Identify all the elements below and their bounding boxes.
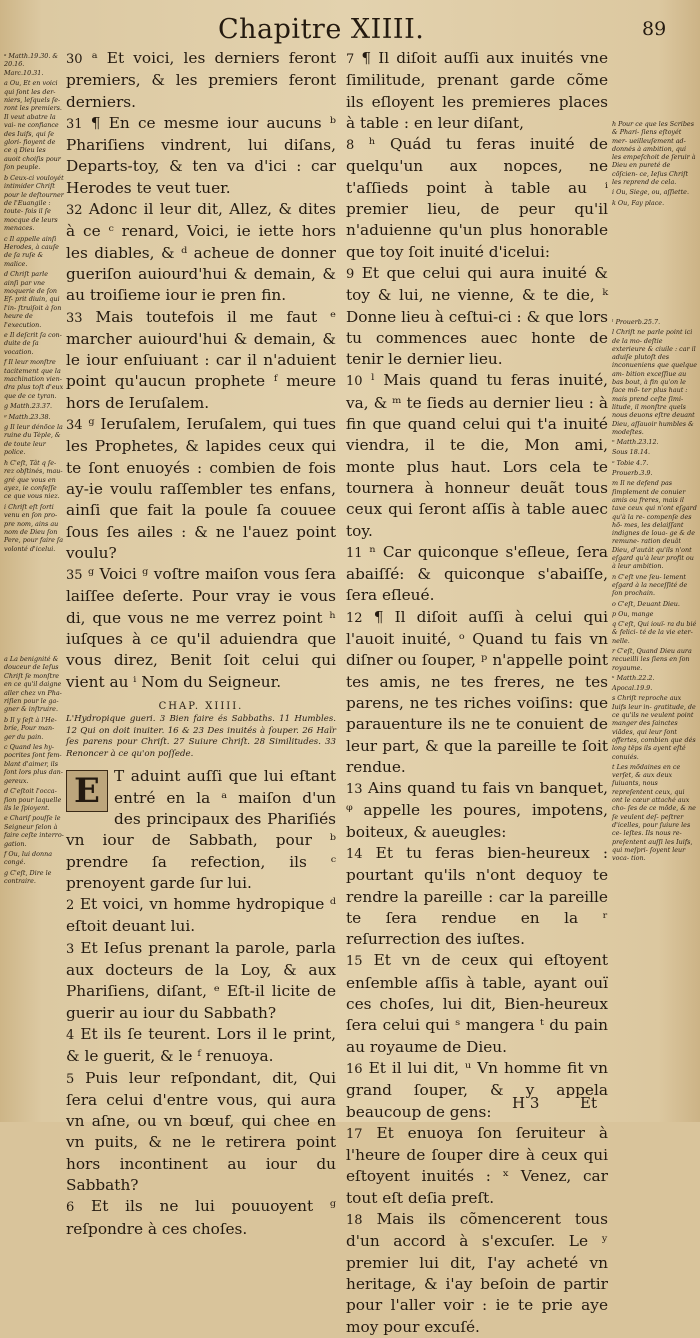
margin-note: a Ou, Et en voici qui ſont les der- niers, leſquels ſe- ront les premiers. Il veut abatre la vai- ne confiance des Iuifs, qui ſe glori- fioyent de ce q Dieu les auoit choiſis pour ſon peuple. — [4, 79, 62, 172]
margin-note: g Matth.23.37. — [4, 402, 53, 411]
margin-note: e Il deſcrit ſa con- duite de ſa vocation. — [4, 331, 62, 356]
margin-note: ᵘ Matth.22.2. — [612, 673, 655, 682]
margin-note: s Chriſt reproche aux Iuifs leur in- gratitude, de ce qu'ils ne veulent point manger des ſainctes viãdes, qui leur ſont offertes, combien que dés long tëps ils ayent eſté conuiés. — [612, 694, 696, 761]
chapter-summary: L'Hydropique gueri. 3 Bien faire és Sabbaths. 11 Humbles. 12 Qui on doit inuiter. 16 & 23 Des inuités à ſouper. 26 Haïr ſes parens pour Chriſt. 27 Suiure Chriſt. 28 Similitudes. 33 Renoncer à ce qu'on poſſede. — [66, 714, 336, 759]
margin-note: i Ou, Siege, ou, aſſiette. — [612, 188, 689, 197]
verse: 35 ᵍ Voici ᵍ voſtre maiſon vous ſera laiſſee deſerte. Pour vray ie vous di, que vous ne me verrez point ʰ iuſques à ce qu'il aduiendra que vous direz, Benit ſoit celui qui vient au ⁱ Nom du Seigneur. — [66, 565, 336, 691]
margin-note: b Il y ſeſt à l'He- bríe, Pour man- ger du pain. — [4, 715, 57, 741]
margin-note: l Chriſt ne parle point ici de la mo- deſtie exterieure & ciuile : car il aduiſe plutoſt des inconueniens que quelque am- bition exceſſiue au bas bout, à fin qu'on le face mõ- ter plus haut : mais prend ceſte ſimi- litude, il monſtre quels nous deuons eſtre deuant Dieu, aſſauoir humbles & modeſtes. — [612, 328, 698, 436]
margin-note: h C'eſt, Tât q ſe- rez obſtinés, mau- gré que vous en ayez, ie confeſſe ce que vous niez. — [4, 458, 63, 501]
signature-mark: H 3 — [512, 1094, 540, 1112]
margin-note: ˡ Prouerb.25.7. — [612, 318, 661, 326]
margin-note: e Chariſ pouſſe le Seigneur ſelon à faire ceſte interro- gation. — [4, 814, 64, 848]
margin-note: Apocal.19.9. — [612, 684, 653, 693]
margin-note: c Quand les hy- pocrites ſont fem- blant d'aimer, ils ſont lors plus dan- gereux. — [4, 743, 63, 785]
margin-note: q C'eſt, Qui iouï- ra du bié & felici- té de la vie eter- nelle. — [612, 620, 697, 645]
left-text-column — [66, 48, 336, 1240]
margin-note: Sous 18.14. — [612, 448, 650, 457]
margin-note: ᵃ Matth.19.30. & 20.16. Marc.10.31. — [4, 52, 59, 77]
verse: 6 Et ils ne lui pouuoyent ᵍ reſpondre à ces choſes. — [66, 1197, 336, 1238]
verse: 4 Et ils ſe teurent. Lors il le print, & le guerit, & le ᶠ renuoya. — [66, 1024, 336, 1066]
verse: 30 ᵃ Et voici, les derniers feront premiers, & les premiers feront derniers. — [66, 49, 336, 111]
margin-note: d C'eſtoit l'occa- ſion pour laquelle ils le ſpioyent. — [4, 787, 62, 812]
verse: 32 Adonc il leur dit, Allez, & dites à ce ᶜ renard, Voici, ie iette hors les diables, & ᵈ acheue de donner gueriſon auiourd'hui & demain, & au troiſieme iour ie pren fin. — [66, 200, 336, 305]
margin-note: g Il leur dénõce la ruine du Tèple, & de toute leur police. — [4, 423, 63, 457]
verse: 9 Et que celui qui aura inuité & toy & lui, ne vienne, & te die, ᵏ Donne lieu à ceſtui-ci : & que lors tu commences auec honte de tenir le dernier lieu. — [346, 263, 608, 369]
margin-note: ᵍ Matth.23.38. — [4, 412, 51, 421]
margin-note: Prouerb.3.9. — [612, 469, 653, 478]
right-text-column — [346, 48, 608, 1338]
catchword: Et — [580, 1094, 597, 1112]
left-margin-notes-lower — [4, 655, 64, 888]
verse: 31 ¶ En ce mesme iour aucuns ᵇ Phariſiens vindrent, lui diſans, Departs-toy, & ten va d'ici : car Herodes te veut tuer. — [66, 113, 336, 197]
margin-note: f Il leur monſtre tacitement que la machination vien- dra plus toſt d'eux que de ce tyran. — [4, 358, 64, 400]
verse: 11 ⁿ Car quiconque s'eſleue, ſera abaiſſé: & quiconque s'abaiſſe, ſera eſleué. — [346, 542, 608, 605]
chapter-argument — [66, 701, 336, 761]
verse: 33 Mais toutefois il me faut ᵉ marcher auiourd'hui & demain, & le iour enſuiuant : car il n'aduient point qu'aucun prophete ᶠ meure hors de Ieruſalem. — [66, 307, 336, 412]
verse: 3 Et Ieſus prenant la parole, parla aux docteurs de la Loy, & aux Phariſiens, diſant, ᵉ Eſt-il licite de guerir au iour du Sabbath? — [66, 938, 336, 1022]
margin-note: c Il appelle ainſi Herodes, à cauſe de ſa ruſe & malice. — [4, 234, 59, 268]
margin-note: ᵒ Tobie 4.7. — [612, 458, 649, 467]
margin-note: a La benignité & douceur de Ieſus Chriſt ſe monſtre en ce qu'il daigne aller chez vn Pha- riſien pour le ga- gner & inſtruire. — [4, 655, 62, 714]
page-header — [0, 14, 700, 50]
verse: 13 Ains quand tu fais vn banquet, ᵠ appelle les poures, impotens, boiteux, & aueugles: — [346, 779, 608, 841]
running-title: Chapitre XIIII. — [218, 14, 425, 45]
margin-note: d Chriſt parle ainſi par vne moquerie de ſon Ef- prit diuin, qui l'in- ſtruiſoit à ſon heure de l'execution. — [4, 270, 62, 329]
margin-note: n C'eſt vne ſeu- lement eſgard à la neceſſité de ſon prochain. — [612, 572, 688, 598]
right-margin-notes — [612, 120, 697, 209]
margin-note: i Chriſt eſt ſorti venu en ſon pro- pre nom, ains au nom de Dieu ſon Pere, pour faire ſa volonté d'icelui. — [4, 502, 64, 553]
verse: 5 Puis leur reſpondant, dit, Qui ſera celui d'entre vous, qui aura vn aſne, ou vn bœuf, qui chee en vn puits, & ne le retirera point hors incontinent au iour du Sabbath? — [66, 1068, 336, 1195]
verse: T aduint auſſi que lui eſtant entré en la ᵃ maiſon d'un des principaux des Phariſiés vn iour de Sabbath, pour ᵇ prendre ſa refection, ils ᶜ prenoyent garde ſur lui. — [66, 767, 336, 892]
margin-note: k Ou, Fay place. — [612, 198, 665, 207]
decorated-initial: E — [66, 770, 108, 812]
right-margin-notes-middle — [612, 318, 697, 864]
chapter-heading: CHAP. XIIII. — [158, 700, 244, 712]
verse: 7 ¶ Il diſoit auſſi aux inuités vne ſimilitude, prenant garde cõme ils eſloyent les premieres places à table : en leur diſant, — [346, 49, 608, 132]
page-number: 89 — [642, 18, 667, 40]
verse: 17 Et enuoya ſon ſeruiteur à l'heure de ſouper dire à ceux qui eſtoyent inuités : ˣ Venez, car tout eſt deſia preſt. — [346, 1123, 608, 1207]
margin-note: b Ceux-ci vouloyét intimider Chriſt pour le deſtourner de l'Euangile : toute- fois il ſe mocque de leurs menaces. — [4, 173, 64, 233]
margin-note: o C'eſt, Deuant Dieu. — [612, 599, 680, 608]
margin-note: h Pour ce que les Scribes & Phari- ſiens eſtoyét mer- ueilleuſement ad- donnés à ambition, qui les empeſchoit de ſeruir à Dieu en pureté de cõſcien- ce, Ieſus Chriſt les reprend de cela. — [612, 120, 696, 187]
margin-note: t Les mõdaines en ce verſet, & aux deux ſuiuants, nous repreſentent ceux, qui ont le cœur attaché aux cho- ſes de ce mõde, & ne ſe veulent deſ- peſtrer d'icelles, pour ſuiure les ce- leſtes. Ils nous re- preſentent auſſi les Iuifs, qui meſpri- ſoyent leur voca- tion. — [612, 762, 696, 863]
verse: 8 ʰ Quád tu feras inuité de quelqu'un aux nopces, ne t'aſſieds point à table au ⁱ premier lieu, de peur qu'il n'aduienne qu'un plus honorable que toy ſoit inuité d'icelui: — [346, 135, 608, 261]
margin-note: ⁿ Matth.23.12. — [612, 438, 659, 447]
verse: 12 ¶ Il diſoit auſſi à celui qui l'auoit inuité, ᵒ Quand tu fais vn diſner ou ſouper, ᵖ n'appelle point tes amis, ne tes freres, ne tes parens, ne tes riches voiſins: que parauenture ils ne te conuient de leur part, & que la pareille te ſoit rendue. — [346, 607, 608, 776]
margin-note: p Ou, mange — [612, 609, 654, 618]
margin-note: g C'eſt, Dire le contraire. — [4, 868, 52, 886]
margin-note: f Ou, lui donna congé. — [4, 849, 53, 867]
verse: 14 Et tu feras bien-heureux : pourtant qu'ils n'ont dequoy te rendre la pareille : car la pareille te ſera rendue en la ʳ reſurrection des iuſtes. — [346, 843, 608, 949]
left-margin-notes — [4, 52, 64, 555]
verse: 2 Et voici, vn homme hydropique ᵈ eſtoit deuant lui. — [66, 895, 336, 936]
verse: 16 Et il lui dit, ᵘ Vn homme fit vn grand ſouper, & y appela beaucoup de gens: — [346, 1058, 608, 1121]
verse: 10 ˡ Mais quand tu feras inuité, va, & ᵐ te ſieds au dernier lieu : à fin que quand celui qui t'a inuité viendra, il te die, Mon ami, monte plus haut. Lors cela te tournera à honneur deuãt tous ceux qui ſeront aſſis à table auec toy. — [346, 371, 608, 540]
chapter-opening — [66, 766, 336, 894]
margin-note: r C'eſt, Quand Dieu aura recueilli les ſiens en ſon royaume. — [612, 646, 692, 672]
verse: 34 ᵍ Ieruſalem, Ieruſalem, qui tues les Prophetes, & lapides ceux qui te ſont enuoyés : combien de fois ay-ie voulu raſſembler tes enfans, ainſi que fait la poule ſa couuee ſous ſes ailes : & ne l'auez point voulu? — [66, 415, 336, 562]
verse: 18 Mais ils cõmencerent tous d'un accord à s'excuſer. Le ʸ premier lui dit, I'ay acheté vn heritage, & i'ay beſoin de partir pour l'aller voir : ie te prie aye moy pour excuſé. — [346, 1210, 608, 1336]
margin-note: m Il ne defend pas ſimplement de conuier amis ou freres, mais il taxe ceux qui n'ont eſgard qu'à la re- compenſe des hõ- mes, les delaiſſant indignes de loua- ge & de remune- ration deuât Dieu, d'autât qu'ils n'ont eſgard qu'à leur profit ou à leur ambition. — [612, 479, 697, 571]
verse: 15 Et vn de ceux qui eſtoyent enſemble aſſis à table, ayant ouï ces choſes, lui dit, Bien-heureux ſera celui qui ˢ mangera ᵗ du pain au royaume de Dieu. — [346, 951, 608, 1056]
